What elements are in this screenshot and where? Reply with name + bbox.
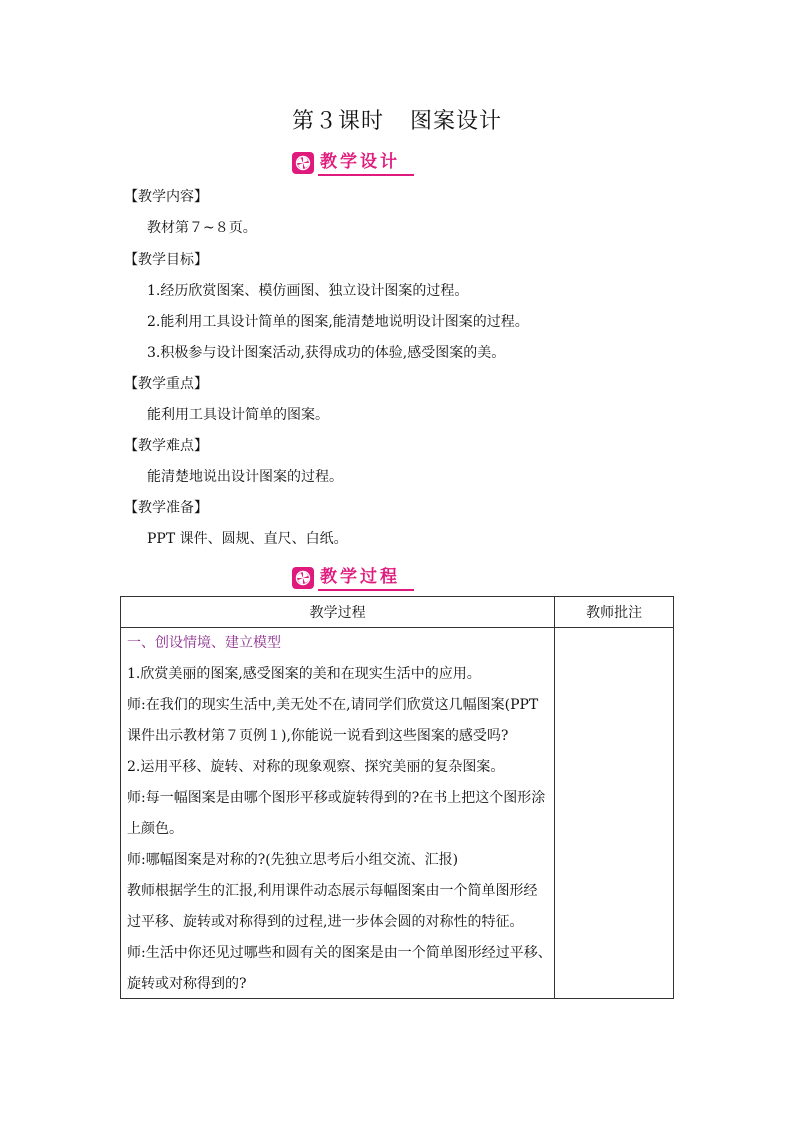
section-heading: 【教学难点】 [124, 438, 208, 454]
lesson-number: 第３课时 [291, 109, 384, 134]
section-heading: 【教学重点】 [124, 376, 208, 392]
section-text: 2.能利用工具设计简单的图案,能清楚地说明设计图案的过程。 [147, 314, 529, 330]
banner-label: 教学过程 [318, 566, 414, 591]
section-heading: 【教学目标】 [124, 252, 208, 268]
section-heading: 【教学准备】 [124, 500, 208, 516]
notes-cell [555, 628, 674, 999]
teaching-process-table [120, 596, 674, 999]
section-text: 1.经历欣赏图案、模仿画图、独立设计图案的过程。 [147, 283, 469, 299]
table-line: 教师根据学生的汇报,利用课件动态展示每幅图案由一个简单图形经 [127, 883, 538, 899]
section-text: PPT 课件、圆规、直尺、白纸。 [147, 531, 348, 547]
table-line: 师:在我们的现实生活中,美无处不在,请同学们欣赏这几幅图案(PPT [127, 697, 539, 713]
table-line: 2.运用平移、旋转、对称的现象观察、探究美丽的复杂图案。 [127, 759, 505, 775]
table-line: 过平移、旋转或对称得到的过程,进一步体会圆的对称性的特征。 [127, 914, 524, 930]
column-header-process: 教学过程 [121, 597, 555, 628]
table-section-title: 一、创设情境、建立模型 [127, 635, 281, 651]
section-text: 教材第７~８页。 [147, 220, 257, 236]
process-cell [121, 628, 555, 999]
section-text: 3.积极参与设计图案活动,获得成功的体验,感受图案的美。 [147, 345, 506, 361]
banner-label: 教学设计 [318, 151, 414, 176]
table-header-row [121, 597, 674, 628]
lesson-name: 图案设计 [410, 109, 503, 134]
table-line: 课件出示教材第７页例１),你能说一说看到这些图案的感受吗? [127, 728, 509, 744]
banner-teaching-process [292, 564, 414, 592]
pinwheel-icon [292, 152, 314, 174]
page-title [0, 104, 794, 135]
table-line: 1.欣赏美丽的图案,感受图案的美和在现实生活中的应用。 [127, 666, 481, 682]
section-text: 能利用工具设计简单的图案。 [147, 407, 329, 423]
table-line: 师:每一幅图案是由哪个图形平移或旋转得到的?在书上把这个图形涂 [127, 790, 546, 806]
table-line: 师:生活中你还见过哪些和圆有关的图案是由一个简单图形经过平移、 [127, 945, 552, 961]
table-row [121, 628, 674, 999]
section-heading: 【教学内容】 [124, 189, 208, 205]
section-text: 能清楚地说出设计图案的过程。 [147, 469, 343, 485]
column-header-notes: 教师批注 [555, 597, 674, 628]
table-line: 师:哪幅图案是对称的?(先独立思考后小组交流、汇报) [127, 852, 459, 868]
table-line: 旋转或对称得到的? [127, 976, 247, 992]
table-line: 上颜色。 [127, 821, 183, 837]
pinwheel-icon [292, 567, 314, 589]
banner-teaching-design [292, 149, 414, 177]
